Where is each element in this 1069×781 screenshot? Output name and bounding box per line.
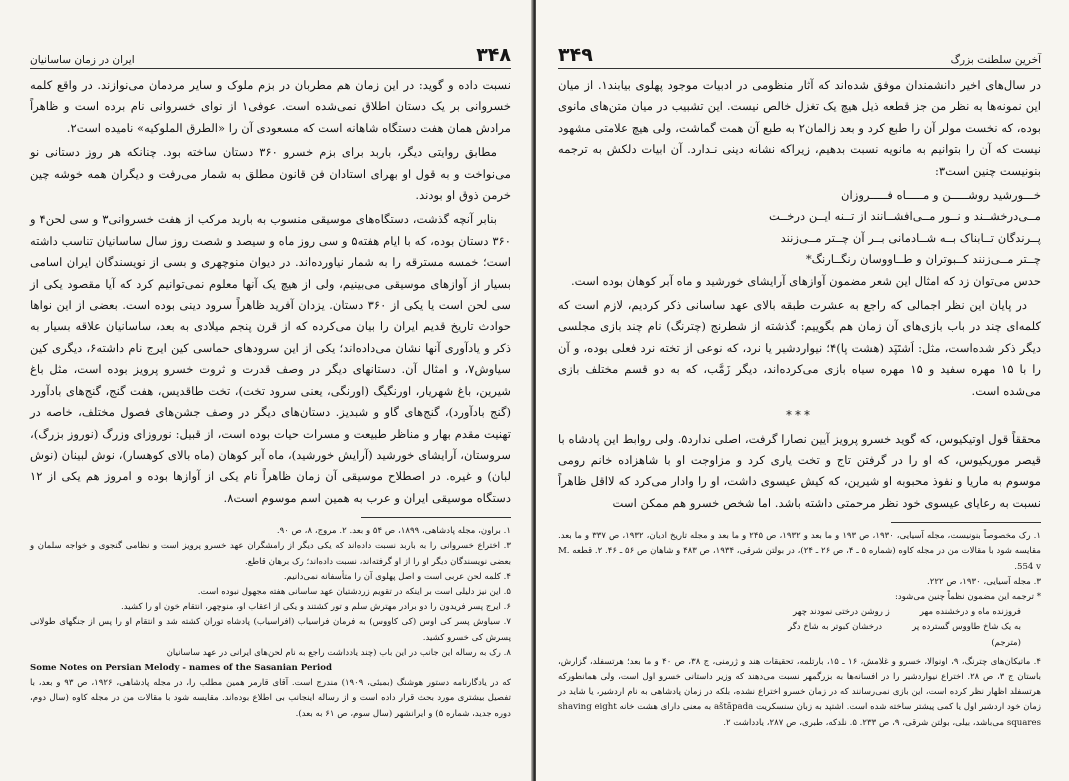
left-footnote-7: ۷. سیاوش پسر کی اوس (کی کاووس) به فرمان فراسیاب (افراسیاب) پادشاه توران کشته شد و انتقام او را پس از جنگهای طولانی پسرش کی خسرو کشید. bbox=[30, 617, 511, 643]
right-page-header bbox=[558, 36, 1041, 69]
right-footnote-star: * ترجمه این مضمون نظماً چنین می‌شود: bbox=[894, 591, 1041, 602]
right-paragraph-2: حدس می‌توان زد که امثال این شعر مضمون آوازهای آرایشای خورشید و ماه آبر کوهان بوده است. bbox=[570, 273, 1041, 288]
left-footnotes bbox=[30, 524, 511, 722]
couplet-2-hemistich-1: به یک شاخ طاووس گسترده پر bbox=[912, 622, 1021, 633]
verse-line-2: مــی‌درخشــند و نــور مــی‌افشــانند از تــنه ایــن درخــت bbox=[769, 209, 1041, 224]
left-page-body bbox=[30, 75, 511, 509]
right-running-head: آخرین سلطنت بزرگ bbox=[950, 54, 1041, 66]
right-footnote-4-5: ۴. ماتیکان‌های چترنگ، ۹، اونوالا، خسرو و غلامش، ۱۶ ـ ۱۵، بارتلمه، تحقیقات هند و ژرمنی، ج ۳۸، ص ۴۰ و ما بعد؛ هرتسفلد، گزارش، باستان ج ۳، ص ۲۸. اختراع نیواردشیر را در افسانه‌ها به بزرگمهر نسبت می‌دهند که وزیر داستانی خسرو اول است، ولی همانطورکه هرتسفلد اظهار نظر کرده است، این بازی نمی‌رسانند که در زمان خسرو اختراع نشده، بلکه در زمان پادشاهی به نام اردشیر، یا شاید در زمان خود اردشیر اول یا کمی پیشتر ساخته شده است. اشتپد به زبان سنسکریت aštāpada به معنی دارای هشت خانه shaving eight squares می‌باشد، بیلی، بولتن شرقی، ۹، ص ۲۳۳. ۵. نلدکه، طبری، ص ۲۸۷، یادداشت ۲. bbox=[558, 656, 1041, 728]
couplet-1-hemistich-1: فروزنده ماه و درخشنده مهر bbox=[919, 607, 1021, 618]
couplet-1-hemistich-2: ز روشن درختی نمودند چهر bbox=[793, 607, 890, 618]
right-paragraph-1: در سال‌های اخیر دانشمندان موفق شده‌اند که آثار منظومی در ادبیات موجود پهلوی بیابند۱. از میان این نمونه‌ها به نظر من جز قطعه ذیل هیچ یک تغزل خالص نیست. این تشبیب در میان متن‌های مانوی بوده، که نخست مولر آن را طبع کرد و بعد زالمان۲ به طبع آن همت گماشت، ولی هیچ علامتی مشهود نیست که آن را بتوانیم به مانویه نسبت بدهیم، زیراکه نشانه دینی نـدارد. آن ابیات دلکش به ترجمه بنونیست چنین است۳: bbox=[558, 78, 1041, 178]
left-footnote-8: ۸. رک به رساله این جانب در این باب (چند یادداشت راجع به نام لحن‌های ایرانی در عهد ساسانیان bbox=[166, 647, 511, 658]
verse-line-4: چــتر مــی‌زنند کــبوتران و طــاووسان رنگــارنگ* bbox=[805, 252, 1041, 267]
right-page-body bbox=[558, 75, 1041, 182]
left-footnote-8-english-title: Some Notes on Persian Melody - names of the Sasanian Period bbox=[30, 662, 333, 673]
left-footnote-4: ۴. کلمه لحن عربی است و اصل پهلوی آن را متأسفانه نمی‌دانیم. bbox=[283, 571, 511, 582]
left-page-number: ۳۴۸ bbox=[476, 44, 511, 66]
right-page-body-cont bbox=[558, 271, 1041, 514]
left-paragraph-2: مطابق روایتی دیگر، باربد برای بزم خسرو ۳۶۰ دستان ساخته بود. چنانکه هر روز دستانی نو می‌نواخت و به قول او بهرای استادان فن قانون مطلق به شمار می‌رفت و دیگران همه خوشه چین خرمن ذوق او بودند. bbox=[30, 145, 511, 203]
right-footnotes bbox=[558, 529, 1041, 731]
left-page bbox=[0, 0, 533, 781]
left-footnote-6: ۶. ایرج پسر فریدون را دو برادر مهترش سلم و تور کشتند و یکی از اعقاب او، منوچهر، انتقام خون او را کشید. bbox=[121, 602, 511, 613]
poem-verse bbox=[558, 185, 1041, 271]
right-footnote-rule bbox=[891, 522, 1041, 523]
right-footnote-1-2: ۱. رک مخصوصاً بنونیست، مجله آسیایی، ۱۹۳۰، ص ۱۹۳ و ما بعد و ۱۹۳۲، ص ۲۴۵ و ما بعد و مجله تاریخ ادیان، ۱۹۳۲، ص ۳۳۷ و ما بعد. مقایسه شود با مقالات من در مجله کاوه (شماره ۵ ـ ۴، ص ۲۶ ـ ۲۴)، در بولتن شرقی، ۱۹۳۴، ص ۴۸۳ و شاهان ص ۵۶ ـ ۴۶. ۲. قطعه M. 554 v. bbox=[558, 531, 1041, 572]
right-paragraph-3: در پایان این نظر اجمالی که راجع به عشرت طبقه بالای عهد ساسانی ذکر کردیم، لازم است که کلمه‌ای چند در باب بازی‌های آن زمان هم بگوییم: گذشته از شطرنج (چترنگ) نام چند بازی مجلسی دیگر ذکر شده‌است، مثل: اَشتَپَد (هشت پا)۴؛ نیواردشیر یا نرد، که نوعی از تخته نرد فعلی بوده، و آن را با ۱۵ مهره سفید و ۱۵ مهره سیاه بازی می‌کرده‌اند، دیگر زَمَّب، که به دو قسم مختلف بازی می‌شده است. bbox=[558, 298, 1042, 398]
left-footnote-3: ۳. اختراع خسروانی را به باربد نسبت داده‌اند که یکی دیگر از رامشگران عهد خسرو پرویز است و نظامی گنجوی و خواجه سلمان و بعضی نویسندگان دیگر او را از او گرفته‌اند، نسبت داده‌اند؛ رک برهان قاطع. bbox=[30, 541, 511, 567]
translator-note: (مترجم) bbox=[991, 637, 1021, 648]
left-paragraph-3: بنابر آنچه گذشت، دستگاه‌های موسیقی منسوب به باربد مرکب از هفت خسروانی۳ و سی لحن۴ و ۳۶۰ دستان بوده، که با ایام هفته۵ و سی روز ماه و سیصد و شصت روز سال ساسانیان تناسب داشته است؛ خمسه مسترقه را به شمار نیاورده‌اند. در دیوان منوچهری و بسی از نویسندگان ایران اسامی بسیار از آوازهای موسیقی می‌بینیم، ولی از هیچ یک آنها معلوم نمی‌توانیم کرد که آیا مقصود یکی از سی لحن است یا یکی از ۳۶۰ دستان. یزدان آفرید ظاهراً سرود دینی بوده است. بعضی از این نواها حوادث تاریخ قدیم ایران را بیان می‌کرده که از قرن پنجم میلادی به بعد، ساسانیان علاقه بسیار به ذکر و یادآوری آنها نشان می‌داده‌اند؛ یکی از این سرودهای حماسی کین ایرج نام داشته۶، دیگری کین سیاوش۷، و امثال آن. دستانهای دیگر در وصف قدرت و ثروت خسرو پرویز بوده است، مثل باغ شیرین، باغ شهریار، اورنگیگ (اورنگی، یعنی سرود تخت)، تخت طاقدیس، هفت گنج، گنج‌های بادآورد (گنج بادآورد)، گنج‌های گاو و شبدیز. دستان‌های دیگر در وصف جشن‌های فصول مختلف، خاصه در تهنیت مقدم بهار و مناظر طبیعت و مسرات حیات بوده است، از قبیل: نوروزای وزرگ (نوروز بزرگ)، سروستان، آرایشای خورشید (آرایش خورشید)، ماه آبر کوهان (ماه بالای کوهسار)، نوش لبینان (نوش لبان) و غیره. در اصطلاح موسیقی آن زمان ظاهراً نام یکی از آوازها بوده و امروز هم یکی از ۱۲ دستگاه موسیقی ایران و عرب به همین اسم موسوم است۸. bbox=[30, 212, 512, 505]
left-paragraph-1: نسبت داده و گوید: در این زمان هم مطربان در بزم ملوک و سایر مردمان می‌نوازند. در واقع کلمه خسروانی بر یک دستان اطلاق نمی‌شده است. عوفی۱ از نوای خسروانی نام برده است و ظاهراً مرادش همان هفت دستگاه شاهانه است که مسعودی آن را «الطرق الملوکیه» نامیده است۲. bbox=[30, 78, 511, 135]
left-footnote-rule bbox=[361, 517, 511, 518]
right-paragraph-4: محققاً قول اوتیکیوس، که گوید خسرو پرویز آیین نصارا گرفت، اصلی ندارد۵. ولی روابط این پادشاه با قیصر موریکیوس، که او را در گرفتن تاج و تخت یاری کرد و مزاوجت او با شاهزاده خانم رومی موسوم به ماریا و نفوذ محبوبه او شیرین، که کیش عیسوی داشت، او را وادار می‌کرد که لااقل ظاهراً نسبت به رعایای عیسوی خود نظر مرحمتی داشته باشد. اما شخص خسرو هم ممکن است bbox=[558, 431, 1041, 510]
section-separator-stars: *** bbox=[786, 408, 813, 423]
left-footnote-5: ۵. این نیز دلیلی است بر اینکه در تقویم زردشتیان عهد ساسانی هفته مجهول نبوده است. bbox=[197, 586, 511, 597]
left-footnote-8-cont: که در یادگارنامه دستور هوشنگ (بمبئی، ۱۹۰۹) مندرج است. آقای قارمر همین مطلب را، در مجله پادشاهی، ۱۹۲۶، ص ۹۳ و بعد، با تفصیل بیشتری مورد بحث قرار داده است و از رساله اینجانب بی اطلاع بوده‌اند. مقایسه شود با مقالات من در مجله کاوه (سال دوم، دوره جدید، شماره ۵) و ایرانشهر (سال سوم، ص ۶۱ به بعد). bbox=[30, 678, 511, 719]
left-footnote-1-2: ۱. براون، مجله پادشاهی، ۱۸۹۹، ص ۵۴ و بعد. ۲. مروج، ۸، ص ۹۰. bbox=[276, 526, 511, 537]
right-footnote-3: ۳. مجله آسیایی، ۱۹۳۰، ص ۲۲۲. bbox=[927, 576, 1041, 587]
left-page-header bbox=[30, 36, 511, 69]
verse-line-1: خـــورشید روشـــــن و مـــــاه فـــــروزان bbox=[841, 188, 1041, 203]
translation-couplet-2 bbox=[558, 620, 1041, 635]
couplet-2-hemistich-2: درخشان کبوتر به شاخ دگر bbox=[787, 622, 883, 633]
left-running-head: ایران در زمان ساسانیان bbox=[30, 54, 135, 66]
verse-line-3: پــرندگان تــابناک بــه شــادمانی بــر آن چــتر مــی‌زنند bbox=[780, 230, 1041, 245]
right-page bbox=[536, 0, 1069, 781]
translation-couplet-1 bbox=[558, 605, 1041, 620]
right-page-number: ۳۴۹ bbox=[558, 44, 593, 66]
